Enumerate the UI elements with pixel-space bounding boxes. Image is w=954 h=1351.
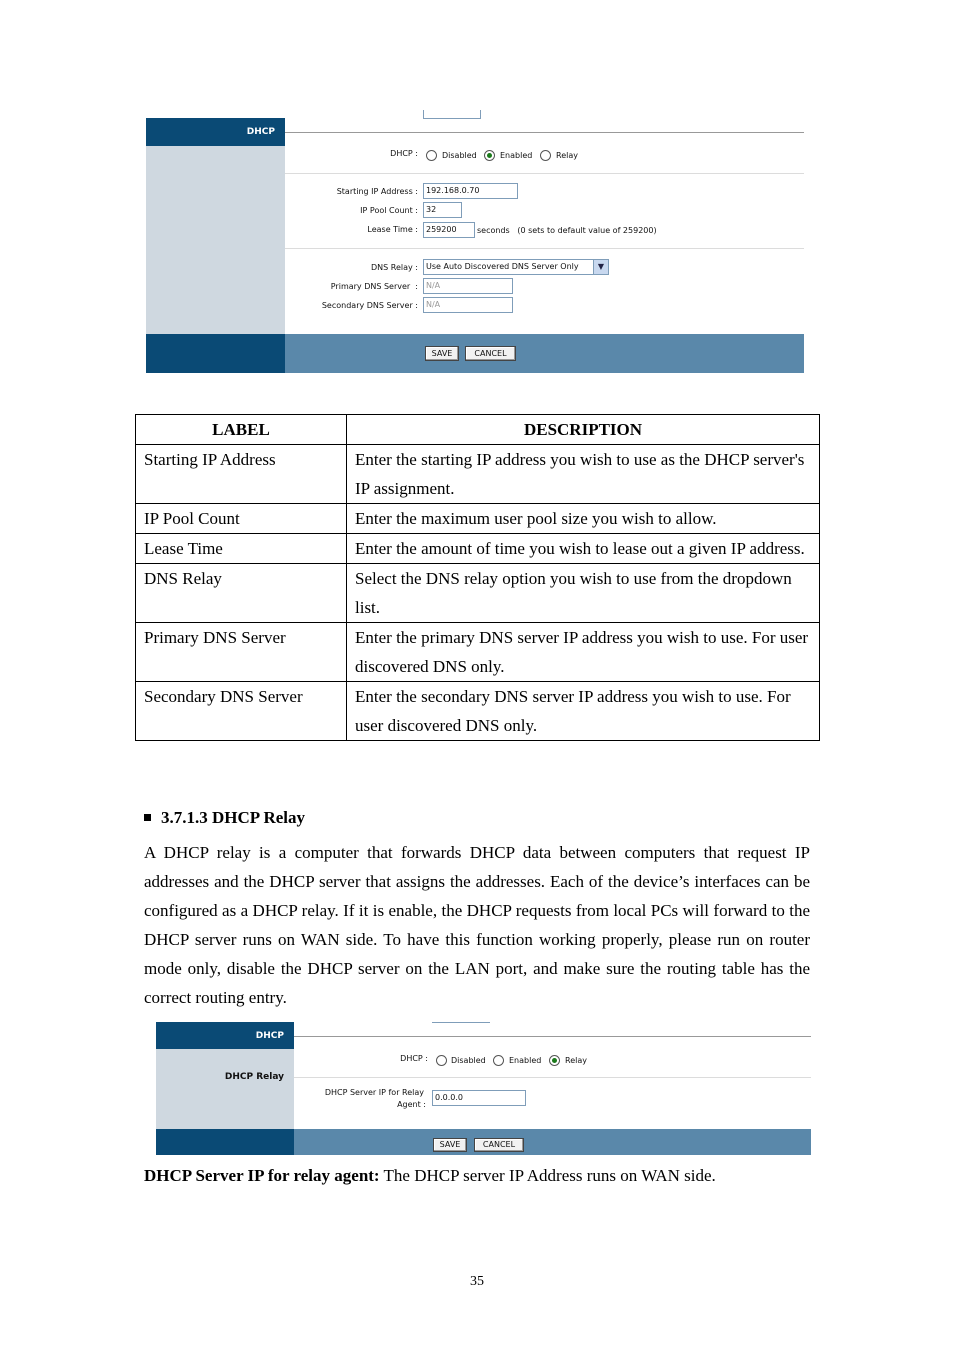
radio-relay[interactable] (549, 1055, 560, 1066)
lease-time-label: Lease Time : (367, 225, 418, 234)
row-description: Enter the maximum user pool size you wish to allow. (347, 504, 820, 534)
row-description: Enter the primary DNS server IP address you wish to use. For user discovered DNS only. (347, 623, 820, 682)
radio-relay[interactable] (540, 150, 551, 161)
dns-relay-value: Use Auto Discovered DNS Server Only (426, 262, 579, 271)
start-ip-label: Starting IP Address : (336, 187, 418, 196)
cancel-button[interactable]: CANCEL (465, 346, 516, 361)
chevron-down-icon: ▼ (593, 260, 608, 274)
table-header-row (136, 415, 820, 445)
header-label: LABEL (136, 415, 347, 445)
row-label: Primary DNS Server (136, 623, 347, 682)
dhcp-relay-panel (156, 1022, 811, 1155)
row-description: Select the DNS relay option you wish to use from the dropdown list. (347, 564, 820, 623)
row-description: Enter the amount of time you wish to lease out a given IP address. (347, 534, 820, 564)
dns-relay-label: DNS Relay : (371, 263, 418, 272)
secondary-dns-label: Secondary DNS Server : (321, 301, 418, 310)
cancel-button[interactable]: CANCEL (474, 1138, 524, 1152)
radio-disabled[interactable] (436, 1055, 447, 1066)
radio-enabled[interactable] (493, 1055, 504, 1066)
lease-time-hint: seconds (0 sets to default value of 259200) (477, 226, 657, 235)
table-row (136, 623, 820, 682)
relay-server-ip-label-2: Agent : (397, 1100, 426, 1109)
save-button[interactable]: SAVE (433, 1138, 467, 1152)
dhcp-mode-label: DHCP : (390, 149, 418, 158)
radio-enabled-label: Enabled (509, 1056, 542, 1065)
table-row (136, 564, 820, 623)
radio-disabled-label: Disabled (442, 151, 477, 160)
caption-text: The DHCP server IP Address runs on WAN side. (379, 1166, 716, 1185)
save-button[interactable]: SAVE (425, 346, 459, 361)
radio-relay-label: Relay (565, 1056, 587, 1065)
caption-term: DHCP Server IP for relay agent: (144, 1166, 380, 1185)
table-row (136, 504, 820, 534)
row-label: Starting IP Address (136, 445, 347, 504)
row-label: DNS Relay (136, 564, 347, 623)
section-label-dhcp-relay: DHCP Relay (224, 1072, 284, 1082)
sidebar-header: DHCP (146, 118, 285, 146)
row-label: IP Pool Count (136, 504, 347, 534)
row-description: Enter the secondary DNS server IP address you wish to use. For user discovered DNS only. (347, 682, 820, 741)
dhcp-server-panel (146, 118, 804, 373)
radio-enabled[interactable] (484, 150, 495, 161)
description-table (135, 414, 820, 741)
sidebar-header: DHCP (156, 1022, 294, 1049)
pool-count-label: IP Pool Count : (360, 206, 418, 215)
relay-server-ip-label: DHCP Server IP for Relay (324, 1088, 424, 1097)
lease-time-input[interactable]: 259200 (423, 222, 475, 238)
row-label: Lease Time (136, 534, 347, 564)
row-label: Secondary DNS Server (136, 682, 347, 741)
pool-count-input[interactable]: 32 (423, 202, 462, 218)
radio-enabled-label: Enabled (500, 151, 533, 160)
section-paragraph: A DHCP relay is a computer that forwards DHCP data between computers that request IP addresses and the DHCP server that assigns the addresses. Each of the device’s interfaces can be configured as a DHCP relay. If it is enable, the DHCP requests from local PCs will forward to the DHCP server runs on WAN side. To have this function working properly, please run on router mode only, disable the DHCP server on the LAN port, and make sure the routing table has the correct routing entry. (144, 843, 810, 1007)
radio-disabled[interactable] (426, 150, 437, 161)
radio-disabled-label: Disabled (451, 1056, 486, 1065)
section-heading: 3.7.1.3 DHCP Relay (144, 808, 305, 828)
row-description: Enter the starting IP address you wish to use as the DHCP server's IP assignment. (347, 445, 820, 504)
relay-agent-caption (144, 1166, 716, 1186)
header-description: DESCRIPTION (347, 415, 820, 445)
dns-relay-select[interactable] (423, 259, 609, 275)
square-bullet-icon (144, 814, 151, 821)
primary-dns-label: Primary DNS Server : (330, 282, 418, 291)
table-row (136, 534, 820, 564)
dhcp-mode-label: DHCP : (400, 1054, 428, 1063)
table-row (136, 445, 820, 504)
primary-dns-input[interactable]: N/A (423, 278, 513, 294)
page-number: 35 (470, 1274, 484, 1289)
secondary-dns-input[interactable]: N/A (423, 297, 513, 313)
relay-server-ip-input[interactable]: 0.0.0.0 (432, 1090, 526, 1106)
start-ip-input[interactable]: 192.168.0.70 (423, 183, 518, 199)
radio-relay-label: Relay (556, 151, 578, 160)
table-row (136, 682, 820, 741)
